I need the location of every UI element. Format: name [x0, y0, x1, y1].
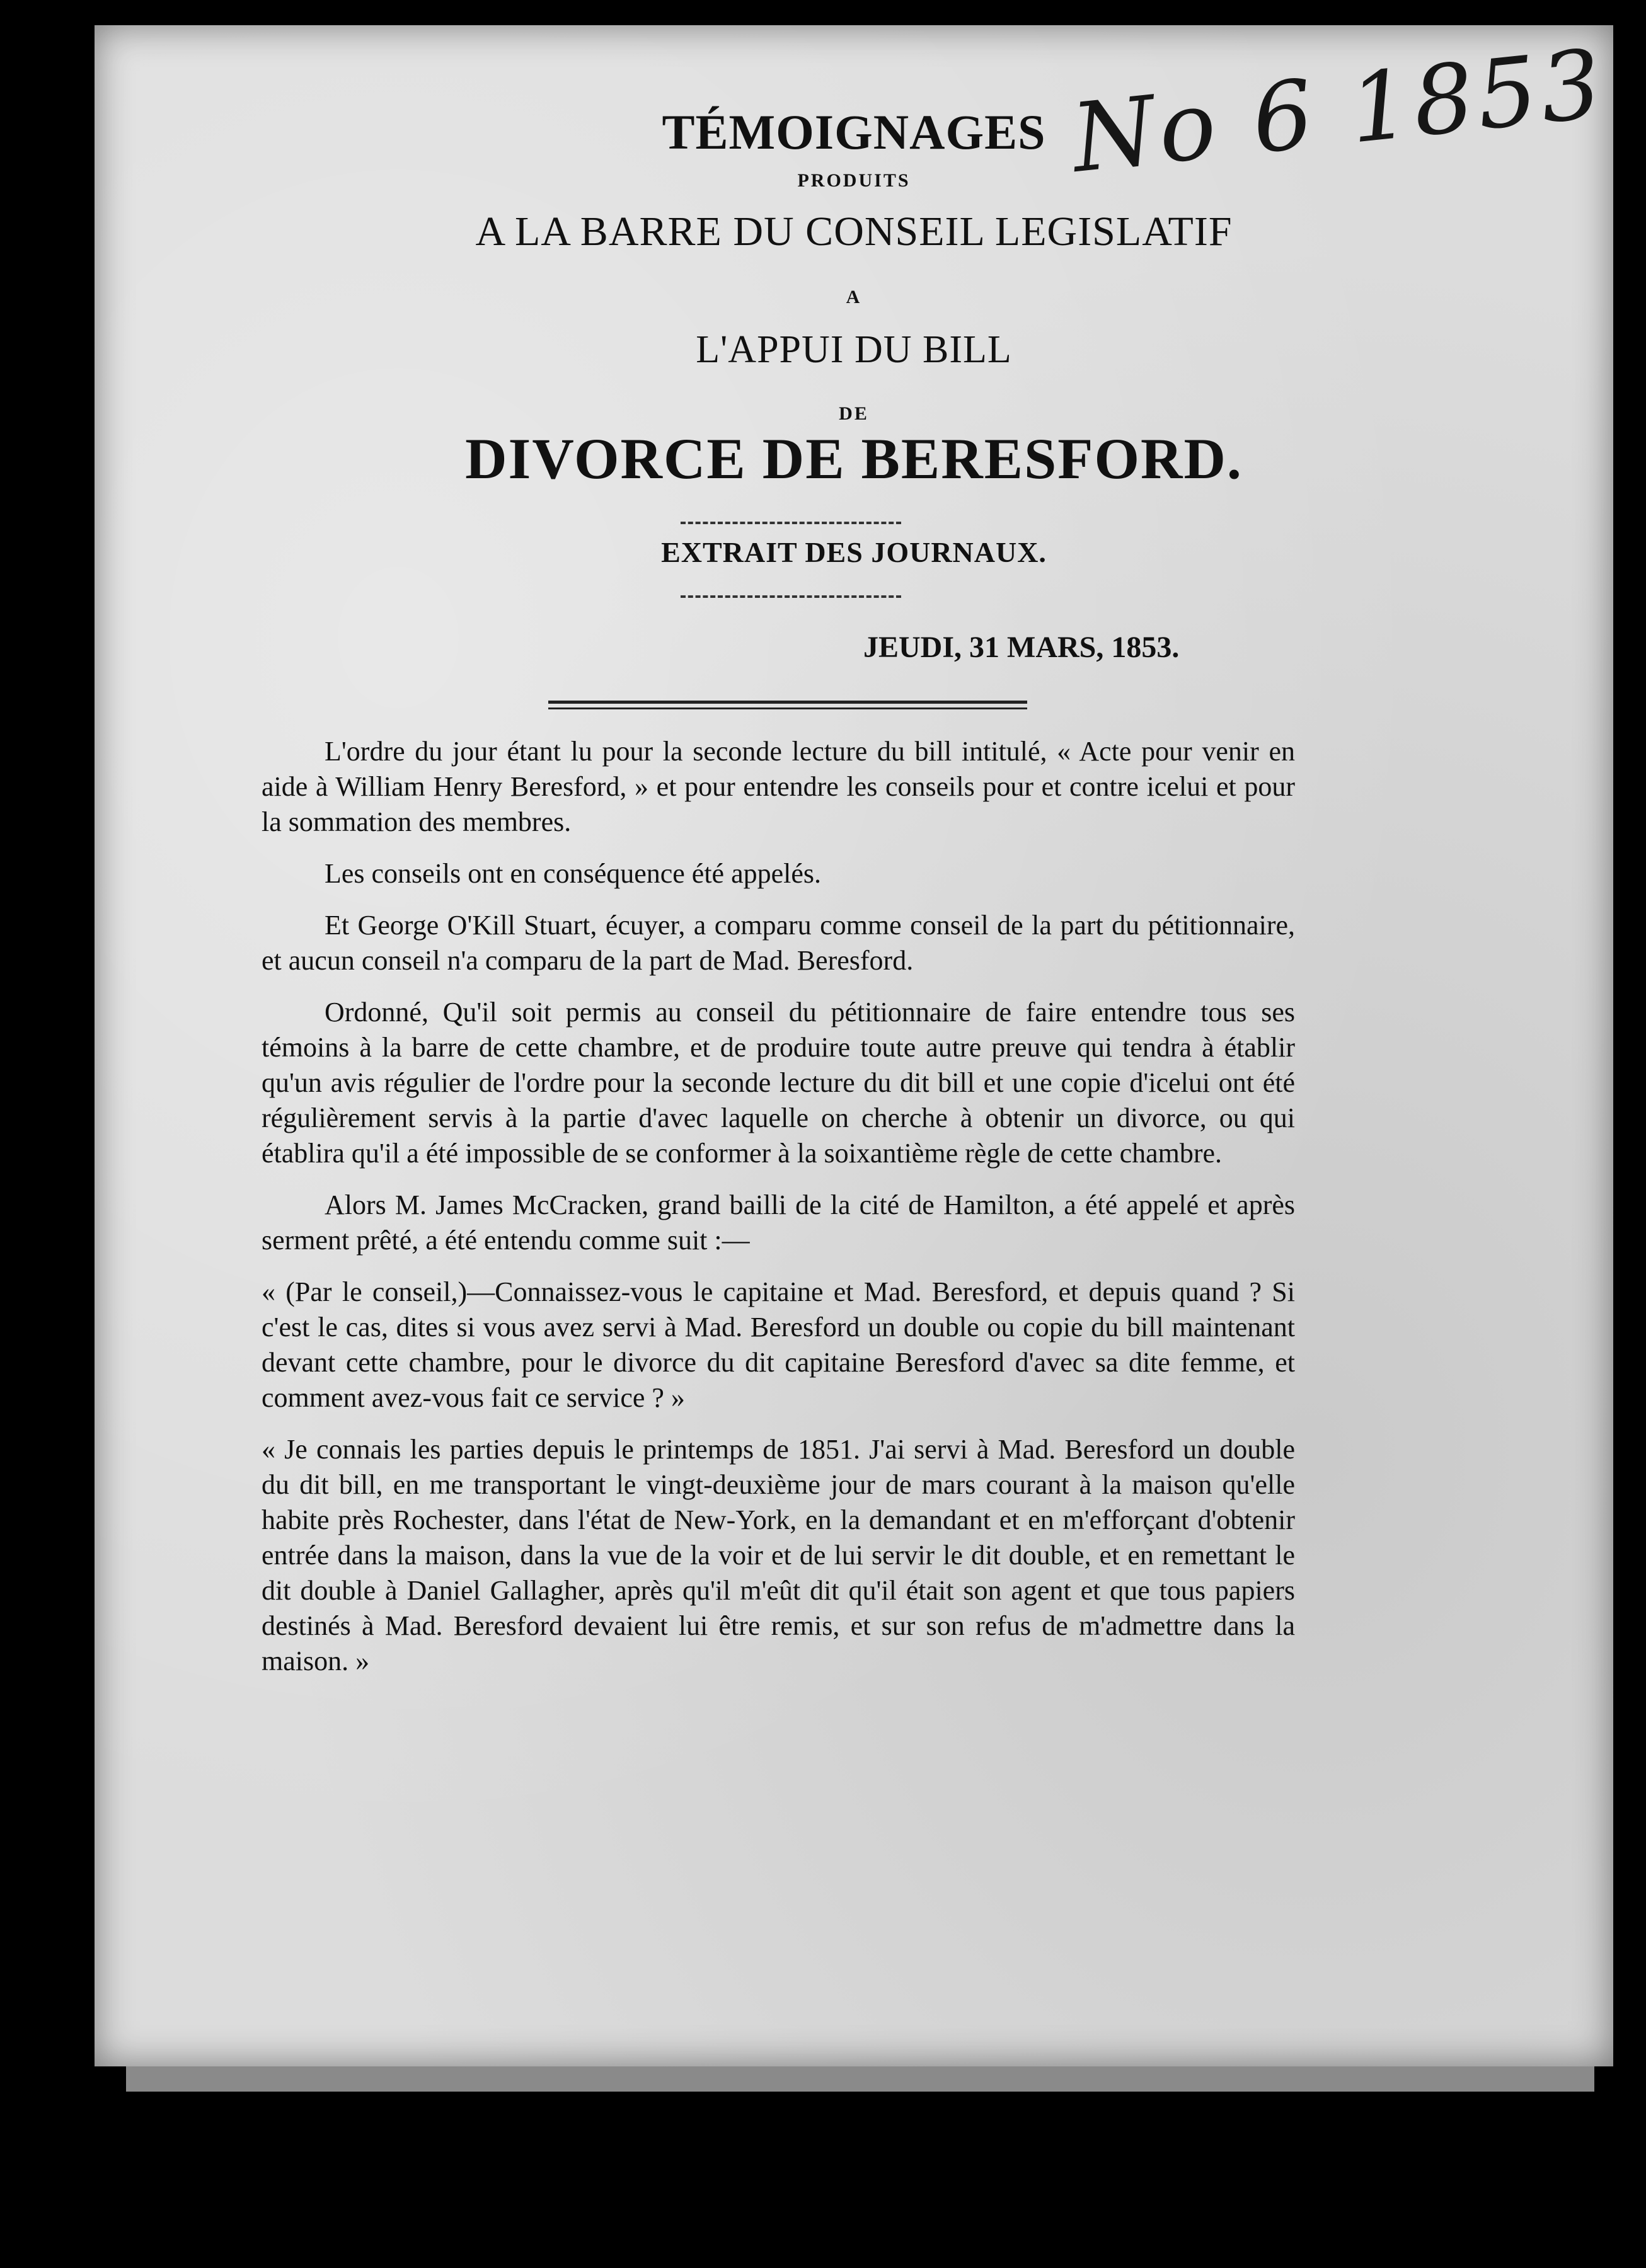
paragraph: Alors M. James McCracken, grand bailli de la cité de Hamilton, a été appelé et après serment prêté, a été entendu comme suit :— — [262, 1189, 1295, 1256]
dashed-divider — [681, 522, 901, 524]
section-heading: EXTRAIT DES JOURNAUX. — [661, 536, 1047, 568]
double-rule — [548, 701, 1027, 709]
document-title: TÉMOIGNAGES — [662, 105, 1046, 159]
paragraph: Les conseils ont en conséquence été appelés. — [325, 858, 822, 889]
paragraph: Et George O'Kill Stuart, écuyer, a comparu comme conseil de la part du pétitionnaire, et aucun conseil n'a comparu de la part de Mad. Beresford. — [262, 910, 1295, 976]
paragraph: L'ordre du jour étant lu pour la seconde lecture du bill intitulé, « Acte pour venir en aide à William Henry Beresford, » et pour entendre les conseils pour et contre icelui et pour la sommation des membres. — [262, 736, 1295, 837]
paragraph: Ordonné, Qu'il soit permis au conseil du pétitionnaire de faire entendre tous ses témoins à la barre de cette chambre, et de produire toute autre preuve qui tendra à établir qu'un avis régulier de l'ordre pour la seconde lecture du dit bill et une copie d'icelui ont été régulièrement servis à la partie d'avec laquelle on cherche à obtenir un divorce, ou qui établira qu'il a été impossible de se conformer à la soixantième règle de cette chambre. — [262, 997, 1295, 1169]
quote-answer: « Je connais les parties depuis le printemps de 1851. J'ai servi à Mad. Beresford un double du dit bill, en me transportant le vingt-deuxième jour de mars courant à la maison qu'elle habite près Rochester, dans l'état de New-York, en la demandant et en m'efforçant d'obtenir entrée dans la maison, dans la vue de la voir et de lui servir le dit double, et en remettant le dit double à Daniel Gallagher, après qu'il m'eût dit qu'il était son agent et que tous papiers destinés à Mad. Beresford devaient lui être remis, et sur son refus de m'admettre dans la maison. » — [262, 1434, 1295, 1676]
subtitle-appui: L'APPUI DU BILL — [696, 328, 1012, 371]
subtitle-produits: PRODUITS — [797, 170, 911, 191]
date-line: JEUDI, 31 MARS, 1853. — [863, 631, 1180, 664]
dashed-divider — [681, 595, 901, 598]
subtitle-barre: A LA BARRE DU CONSEIL LEGISLATIF — [475, 209, 1233, 255]
page-edge — [126, 2066, 1594, 2092]
body-text — [262, 734, 1295, 1695]
subtitle-de: DE — [839, 403, 869, 424]
handwritten-number: No 6 1853 — [1067, 29, 1610, 194]
main-heading: DIVORCE DE BERESFORD. — [465, 427, 1243, 491]
subtitle-a: A — [846, 287, 862, 307]
quote-question: « (Par le conseil,)—Connaissez-vous le capitaine et Mad. Beresford, et depuis quand ? Si c'est le cas, dites si vous avez servi à Mad. Beresford un double ou copie du bill maintenant devant cette chambre, pour le divorce du dit capitaine Beresford d'avec sa dite femme, et comment avez-vous fait ce service ? » — [262, 1276, 1295, 1413]
